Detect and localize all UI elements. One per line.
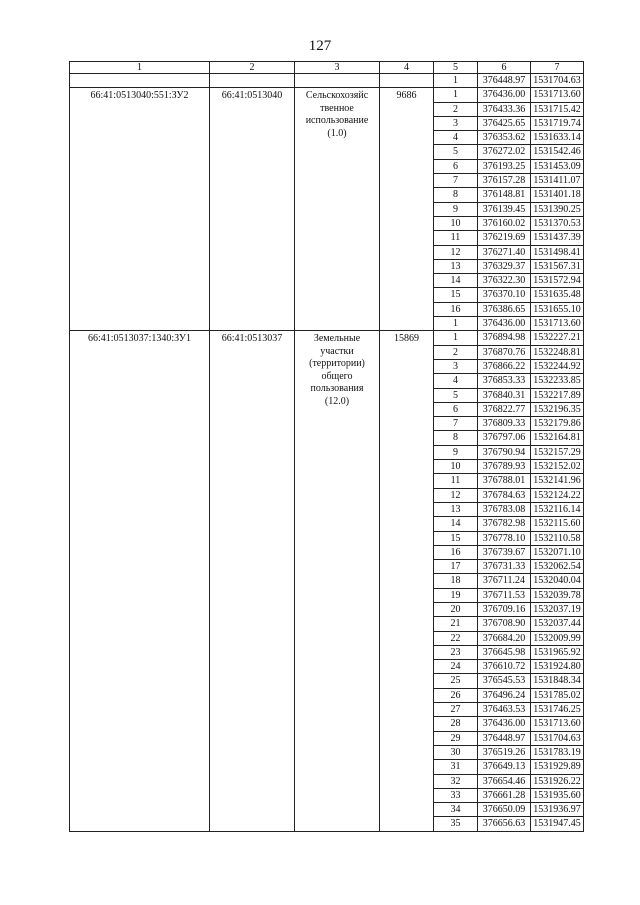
y-coordinate: 1531936.97 [531, 803, 584, 817]
y-coordinate: 1532071.10 [531, 545, 584, 559]
x-coordinate: 376788.01 [478, 474, 531, 488]
usage-line: пользования [310, 383, 364, 395]
x-coordinate: 376139.45 [478, 202, 531, 216]
x-coordinate: 376870.76 [478, 345, 531, 359]
x-coordinate: 376610.72 [478, 660, 531, 674]
column-header: 5 [434, 62, 478, 74]
x-coordinate: 376436.00 [478, 717, 531, 731]
y-coordinate: 1531848.34 [531, 674, 584, 688]
cadastral-number: 66:41:0513037:1340:ЗУ1 [70, 331, 210, 831]
y-coordinate: 1531437.39 [531, 231, 584, 245]
point-number: 8 [434, 188, 478, 202]
point-number: 8 [434, 431, 478, 445]
y-coordinate: 1532196.35 [531, 402, 584, 416]
point-number: 21 [434, 617, 478, 631]
x-coordinate: 376436.00 [478, 88, 531, 102]
parcel-area: 15869 [380, 331, 434, 831]
x-coordinate: 376789.93 [478, 460, 531, 474]
x-coordinate: 376866.22 [478, 359, 531, 373]
x-coordinate: 376809.33 [478, 417, 531, 431]
y-coordinate: 1532039.78 [531, 588, 584, 602]
x-coordinate: 376425.65 [478, 116, 531, 130]
x-coordinate: 376822.77 [478, 402, 531, 416]
usage-line: использование [305, 115, 369, 127]
usage-line: (12.0) [324, 395, 350, 407]
page-number: 127 [308, 38, 332, 54]
usage-line: Земельные [313, 333, 361, 345]
y-coordinate: 1532037.19 [531, 602, 584, 616]
x-coordinate: 376684.20 [478, 631, 531, 645]
parcel-area: 9686 [380, 88, 434, 331]
x-coordinate: 376370.10 [478, 288, 531, 302]
y-coordinate: 1531453.09 [531, 159, 584, 173]
point-number: 7 [434, 174, 478, 188]
point-number: 33 [434, 788, 478, 802]
y-coordinate: 1532009.99 [531, 631, 584, 645]
cadastral-block: 66:41:0513040 [210, 88, 295, 331]
x-coordinate: 376649.13 [478, 760, 531, 774]
y-coordinate: 1531713.60 [531, 317, 584, 331]
x-coordinate: 376778.10 [478, 531, 531, 545]
x-coordinate: 376329.37 [478, 259, 531, 273]
empty-cell [295, 74, 380, 88]
y-coordinate: 1531542.46 [531, 145, 584, 159]
y-coordinate: 1532157.29 [531, 445, 584, 459]
empty-cell [70, 74, 210, 88]
x-coordinate: 376654.46 [478, 774, 531, 788]
y-coordinate: 1531713.60 [531, 88, 584, 102]
cadastral-number: 66:41:0513040:551:ЗУ2 [70, 88, 210, 331]
x-coordinate: 376496.24 [478, 688, 531, 702]
point-number: 9 [434, 445, 478, 459]
point-number: 7 [434, 417, 478, 431]
point-number: 14 [434, 274, 478, 288]
usage-line: Сельскохозяйс [305, 90, 369, 102]
y-coordinate: 1531633.14 [531, 131, 584, 145]
x-coordinate: 376782.98 [478, 517, 531, 531]
point-number: 11 [434, 474, 478, 488]
point-number: 5 [434, 388, 478, 402]
point-number: 28 [434, 717, 478, 731]
point-number: 25 [434, 674, 478, 688]
y-coordinate: 1532233.85 [531, 374, 584, 388]
y-coordinate: 1531785.02 [531, 688, 584, 702]
x-coordinate: 376519.26 [478, 745, 531, 759]
y-coordinate: 1531390.25 [531, 202, 584, 216]
x-coordinate: 376353.62 [478, 131, 531, 145]
point-number: 17 [434, 560, 478, 574]
y-coordinate: 1531567.31 [531, 259, 584, 273]
point-number: 23 [434, 645, 478, 659]
point-number: 30 [434, 745, 478, 759]
point-number: 2 [434, 345, 478, 359]
y-coordinate: 1531715.42 [531, 102, 584, 116]
x-coordinate: 376709.16 [478, 602, 531, 616]
point-number: 9 [434, 202, 478, 216]
point-number: 18 [434, 574, 478, 588]
x-coordinate: 376545.53 [478, 674, 531, 688]
x-coordinate: 376661.28 [478, 788, 531, 802]
point-number: 2 [434, 102, 478, 116]
x-coordinate: 376853.33 [478, 374, 531, 388]
point-number: 26 [434, 688, 478, 702]
point-number: 27 [434, 703, 478, 717]
point-number: 24 [434, 660, 478, 674]
point-number: 6 [434, 402, 478, 416]
x-coordinate: 376708.90 [478, 617, 531, 631]
y-coordinate: 1531704.63 [531, 731, 584, 745]
x-coordinate: 376433.36 [478, 102, 531, 116]
y-coordinate: 1531719.74 [531, 116, 584, 130]
table-row [70, 331, 584, 345]
column-header: 4 [380, 62, 434, 74]
y-coordinate: 1532037.44 [531, 617, 584, 631]
point-number: 31 [434, 760, 478, 774]
x-coordinate: 376711.53 [478, 588, 531, 602]
column-header: 1 [70, 62, 210, 74]
continuation-row [70, 74, 584, 88]
point-number: 32 [434, 774, 478, 788]
y-coordinate: 1532115.60 [531, 517, 584, 531]
column-header: 7 [531, 62, 584, 74]
point-number: 10 [434, 460, 478, 474]
permitted-usage [295, 88, 380, 331]
y-coordinate: 1531713.60 [531, 717, 584, 731]
y-coordinate: 1531926.22 [531, 774, 584, 788]
y-coordinate: 1532248.81 [531, 345, 584, 359]
x-coordinate: 376656.63 [478, 817, 531, 831]
y-coordinate: 1532179.86 [531, 417, 584, 431]
x-coordinate: 376271.40 [478, 245, 531, 259]
cadastral-block: 66:41:0513037 [210, 331, 295, 831]
y-coordinate: 1532116.14 [531, 502, 584, 516]
x-coordinate: 376448.97 [478, 731, 531, 745]
column-header: 3 [295, 62, 380, 74]
x-coordinate: 376386.65 [478, 302, 531, 316]
y-coordinate: 1532124.22 [531, 488, 584, 502]
y-coordinate: 1532040.04 [531, 574, 584, 588]
y-coordinate: 1531401.18 [531, 188, 584, 202]
x-coordinate: 376739.67 [478, 545, 531, 559]
point-number: 13 [434, 502, 478, 516]
y-coordinate: 1531965.92 [531, 645, 584, 659]
point-number: 20 [434, 602, 478, 616]
point-number: 3 [434, 116, 478, 130]
point-number: 5 [434, 145, 478, 159]
point-number: 22 [434, 631, 478, 645]
point-number: 12 [434, 488, 478, 502]
point-number: 15 [434, 531, 478, 545]
point-number: 1 [434, 88, 478, 102]
empty-cell [380, 74, 434, 88]
column-header: 6 [478, 62, 531, 74]
y-coordinate: 1532141.96 [531, 474, 584, 488]
table-row [70, 88, 584, 102]
point-number: 3 [434, 359, 478, 373]
y-coordinate: 1531655.10 [531, 302, 584, 316]
point-number: 11 [434, 231, 478, 245]
x-coordinate: 376790.94 [478, 445, 531, 459]
y-coordinate: 1531746.25 [531, 703, 584, 717]
x-coordinate: 376272.02 [478, 145, 531, 159]
x-coordinate: 376784.63 [478, 488, 531, 502]
y-coordinate: 1531498.41 [531, 245, 584, 259]
x-coordinate: 376448.97 [478, 74, 531, 88]
point-number: 1 [434, 331, 478, 345]
x-coordinate: 376157.28 [478, 174, 531, 188]
x-coordinate: 376219.69 [478, 231, 531, 245]
point-number: 16 [434, 545, 478, 559]
y-coordinate: 1531411.07 [531, 174, 584, 188]
x-coordinate: 376840.31 [478, 388, 531, 402]
point-number: 35 [434, 817, 478, 831]
x-coordinate: 376783.08 [478, 502, 531, 516]
y-coordinate: 1532152.02 [531, 460, 584, 474]
point-number: 16 [434, 302, 478, 316]
point-number: 19 [434, 588, 478, 602]
point-number: 1 [434, 317, 478, 331]
usage-line: твенное [320, 102, 354, 114]
x-coordinate: 376650.09 [478, 803, 531, 817]
y-coordinate: 1531783.19 [531, 745, 584, 759]
header-row [70, 62, 584, 74]
point-number: 4 [434, 131, 478, 145]
x-coordinate: 376436.00 [478, 317, 531, 331]
table-body [70, 62, 584, 832]
y-coordinate: 1531929.89 [531, 760, 584, 774]
point-number: 4 [434, 374, 478, 388]
point-number: 29 [434, 731, 478, 745]
point-number: 10 [434, 216, 478, 230]
point-number: 6 [434, 159, 478, 173]
usage-line: общего [321, 370, 353, 382]
y-coordinate: 1532062.54 [531, 560, 584, 574]
point-number: 12 [434, 245, 478, 259]
y-coordinate: 1532244.92 [531, 359, 584, 373]
usage-line: (территории) [309, 358, 365, 370]
y-coordinate: 1532164.81 [531, 431, 584, 445]
y-coordinate: 1532110.58 [531, 531, 584, 545]
x-coordinate: 376711.24 [478, 574, 531, 588]
y-coordinate: 1532217.89 [531, 388, 584, 402]
x-coordinate: 376463.53 [478, 703, 531, 717]
empty-cell [210, 74, 295, 88]
y-coordinate: 1531947.45 [531, 817, 584, 831]
usage-line: участки [320, 345, 354, 357]
x-coordinate: 376193.25 [478, 159, 531, 173]
y-coordinate: 1532227.21 [531, 331, 584, 345]
point-number: 34 [434, 803, 478, 817]
x-coordinate: 376797.06 [478, 431, 531, 445]
y-coordinate: 1531635.48 [531, 288, 584, 302]
point-number: 14 [434, 517, 478, 531]
y-coordinate: 1531370.53 [531, 216, 584, 230]
y-coordinate: 1531935.60 [531, 788, 584, 802]
x-coordinate: 376731.33 [478, 560, 531, 574]
x-coordinate: 376322.30 [478, 274, 531, 288]
point-number: 15 [434, 288, 478, 302]
x-coordinate: 376894.98 [478, 331, 531, 345]
point-number: 1 [434, 74, 478, 88]
x-coordinate: 376160.02 [478, 216, 531, 230]
coordinates-table [69, 61, 584, 832]
y-coordinate: 1531572.94 [531, 274, 584, 288]
y-coordinate: 1531704.63 [531, 74, 584, 88]
x-coordinate: 376148.81 [478, 188, 531, 202]
point-number: 13 [434, 259, 478, 273]
y-coordinate: 1531924.80 [531, 660, 584, 674]
permitted-usage [295, 331, 380, 831]
x-coordinate: 376645.98 [478, 645, 531, 659]
column-header: 2 [210, 62, 295, 74]
usage-line: (1.0) [327, 127, 347, 139]
